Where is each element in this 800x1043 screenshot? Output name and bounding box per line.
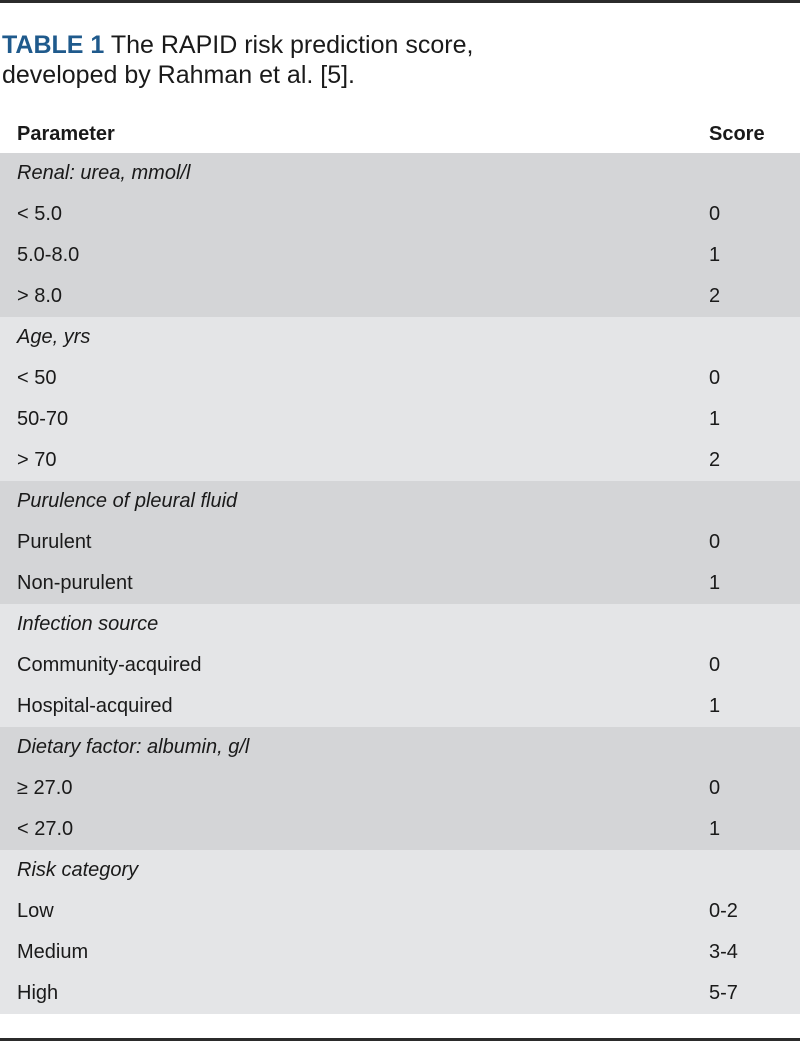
table-row — [0, 440, 800, 481]
heading-label: Renal: urea, mmol/l — [17, 162, 191, 184]
table-row — [0, 358, 800, 399]
score-cell: 2 — [709, 449, 721, 471]
table-label: TABLE 1 — [2, 31, 105, 59]
score-cell: 0-2 — [709, 900, 738, 922]
header-parameter: Parameter — [17, 123, 115, 145]
group-heading — [0, 850, 800, 891]
parameter-cell: ≥ 27.0 — [17, 777, 73, 799]
table-header — [0, 113, 800, 153]
parameter-cell: > 8.0 — [17, 285, 63, 307]
score-cell: 5-7 — [709, 982, 738, 1004]
table-row — [0, 399, 800, 440]
parameter-cell: Medium — [17, 941, 89, 963]
parameter-cell: > 70 — [17, 449, 57, 471]
score-cell: 0 — [709, 654, 721, 676]
table-row — [0, 686, 800, 727]
caption-text-line1: The RAPID risk prediction score, — [104, 31, 474, 59]
table-row — [0, 973, 800, 1014]
score-cell: 1 — [709, 695, 721, 717]
header-score: Score — [709, 123, 765, 145]
parameter-cell: Non-purulent — [17, 572, 133, 594]
table-body — [0, 153, 800, 1014]
table-row — [0, 194, 800, 235]
parameter-cell: Low — [17, 900, 54, 922]
table-row — [0, 522, 800, 563]
table-row — [0, 235, 800, 276]
group-risk-category — [0, 850, 800, 1014]
heading-label: Risk category — [17, 859, 139, 881]
table-row — [0, 932, 800, 973]
table-caption — [2, 30, 782, 90]
parameter-cell: 50-70 — [17, 408, 69, 430]
heading-label: Dietary factor: albumin, g/l — [17, 736, 250, 758]
table-row — [0, 563, 800, 604]
group-heading — [0, 317, 800, 358]
parameter-cell: < 5.0 — [17, 203, 63, 225]
score-cell: 0 — [709, 531, 721, 553]
group-age — [0, 317, 800, 481]
group-dietary-factor — [0, 727, 800, 850]
parameter-cell: High — [17, 982, 59, 1004]
heading-label: Age, yrs — [17, 326, 91, 348]
score-cell: 3-4 — [709, 941, 738, 963]
score-cell: 0 — [709, 777, 721, 799]
heading-label: Purulence of pleural fluid — [17, 490, 238, 512]
parameter-cell: Hospital-acquired — [17, 695, 173, 717]
score-cell: 1 — [709, 408, 721, 430]
table-row — [0, 276, 800, 317]
table-row — [0, 891, 800, 932]
table-row — [0, 809, 800, 850]
parameter-cell: < 27.0 — [17, 818, 74, 840]
parameter-cell: < 50 — [17, 367, 57, 389]
group-heading — [0, 604, 800, 645]
group-infection-source — [0, 604, 800, 727]
parameter-cell: 5.0-8.0 — [17, 244, 80, 266]
bottom-rule — [0, 1038, 800, 1041]
score-cell: 2 — [709, 285, 721, 307]
score-cell: 0 — [709, 203, 721, 225]
table-row — [0, 645, 800, 686]
score-cell: 1 — [709, 572, 721, 594]
parameter-cell: Community-acquired — [17, 654, 202, 676]
group-heading — [0, 481, 800, 522]
group-heading — [0, 727, 800, 768]
score-cell: 0 — [709, 367, 721, 389]
caption-text-line2: developed by Rahman et al. [5]. — [2, 61, 356, 89]
group-purulence — [0, 481, 800, 604]
group-renal — [0, 153, 800, 317]
parameter-cell: Purulent — [17, 531, 92, 553]
group-heading — [0, 153, 800, 194]
score-cell: 1 — [709, 818, 721, 840]
heading-label: Infection source — [17, 613, 159, 635]
table-row — [0, 768, 800, 809]
score-cell: 1 — [709, 244, 721, 266]
top-rule — [0, 0, 800, 3]
